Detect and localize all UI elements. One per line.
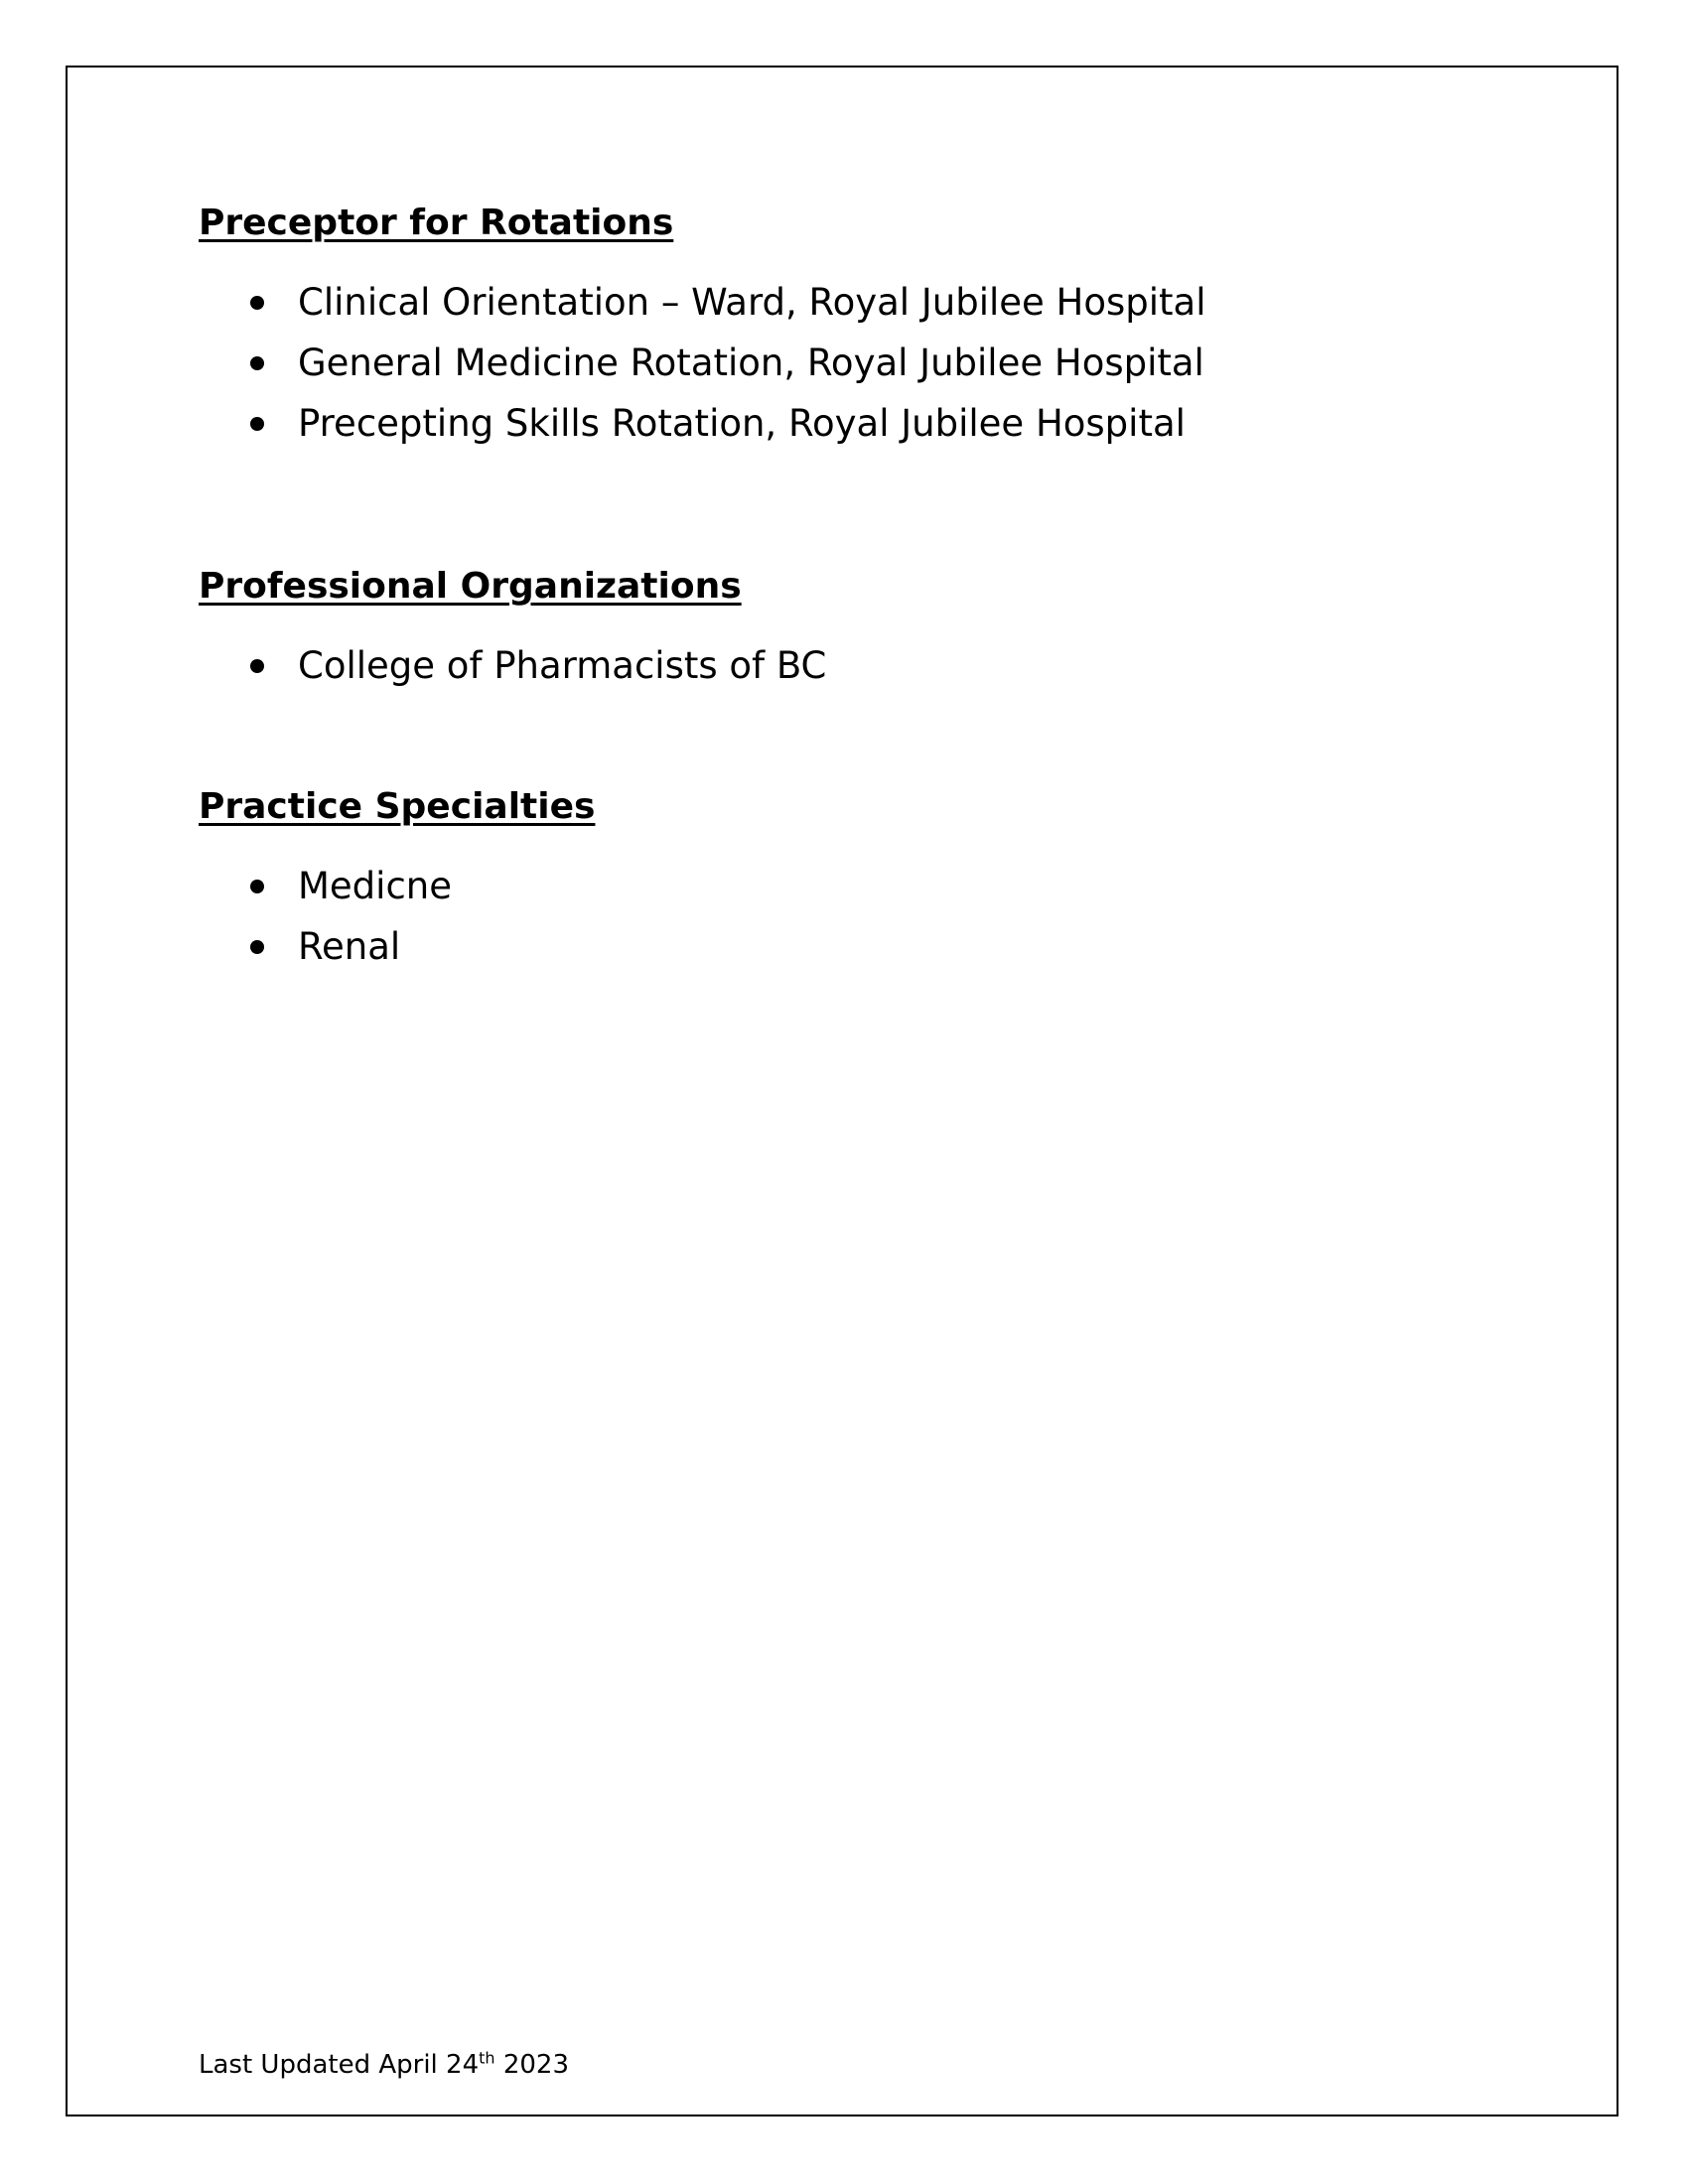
list-item: [199, 635, 1529, 696]
last-updated-note: [199, 2047, 569, 2083]
bullet-icon: [250, 880, 264, 893]
last-updated-ordinal: th: [479, 2048, 495, 2068]
list-item: [199, 333, 1529, 393]
bullet-icon: [250, 659, 264, 673]
bullet-list: [199, 856, 1529, 977]
list-item: [199, 856, 1529, 916]
section-preceptor-rotations: [199, 199, 1529, 454]
section-heading: Practice Specialties: [199, 786, 596, 827]
list-item-text: Medicne: [298, 865, 453, 907]
section-practice-specialties: [199, 782, 1529, 977]
list-item-text: Renal: [298, 925, 401, 968]
list-item: [199, 272, 1529, 333]
last-updated-prefix: Last Updated April 24: [199, 2050, 480, 2080]
section-heading: Professional Organizations: [199, 566, 742, 607]
list-item-text: Precepting Skills Rotation, Royal Jubilee Hospital: [298, 402, 1186, 445]
list-item: [199, 393, 1529, 454]
bullet-list: [199, 272, 1529, 454]
bullet-icon: [250, 296, 264, 310]
bullet-icon: [250, 356, 264, 370]
last-updated-year: 2023: [494, 2050, 569, 2080]
section-heading: Preceptor for Rotations: [199, 203, 674, 243]
bullet-icon: [250, 940, 264, 954]
list-item-text: College of Pharmacists of BC: [298, 644, 827, 687]
bullet-list: [199, 635, 1529, 696]
list-item-text: Clinical Orientation – Ward, Royal Jubilee Hospital: [298, 281, 1206, 324]
list-item: [199, 916, 1529, 977]
section-professional-organizations: [199, 562, 1529, 696]
bullet-icon: [250, 417, 264, 431]
list-item-text: General Medicine Rotation, Royal Jubilee Hospital: [298, 341, 1204, 384]
